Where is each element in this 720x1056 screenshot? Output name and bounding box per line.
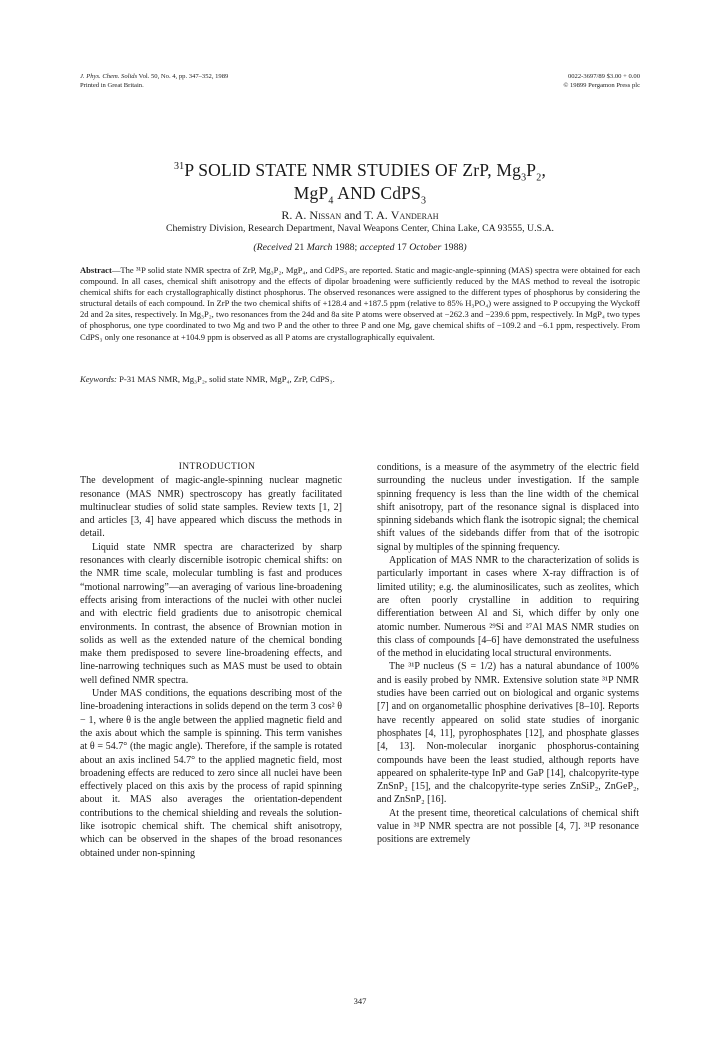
printed-line: Printed in Great Britain. [80,82,144,89]
author-1: Nissan [309,208,342,222]
title-isotope: 31 [173,161,185,173]
affiliation: Chemistry Division, Research Department, Naval Weapons Center, China Lake, CA 93555, U.S.A. [166,223,554,234]
right-column [377,461,639,847]
left-column [80,461,342,860]
author-2: Vanderah [390,208,439,222]
abstract-text: —The ³¹P solid state NMR spectra of ZrP, Mg₃P₂, MgP₄, and CdPS₃ are reported. Static and magic-angle-spinning (MAS) spectra were obtained for each compound. In all cases, chemical shift anisotropy and the effects of dipolar broadening were sufficiently reduced by the MAS method to reveal the isotropic chemical shifts for each crystallographically distinct phosphorus. The observed resonances were assigned to the different types of phosphorus by considering the structural details of each compound. In ZrP the two chemical shifts of +128.4 and +187.5 ppm (relative to 85% H₃PO₄) were assigned to P occupying the Wyckoff 2d and 2a sites, respectively. In Mg₃P₂, two resonances from the 24d and 8a site P atoms were observed at −262.3 and −239.6 ppm, respectively. In MgP₄ two types of phosphorus, one type coordinated to two Mg and two P and the other to three P and one Mg, gave chemical shifts of −109.2 and −6.1 ppm, respectively. From CdPS₃ only one resonance at +104.9 ppm is observed as all P atoms are crystallographically equivalent. [80,265,641,342]
paragraph: The ³¹P nucleus (S = 1/2) has a natural abundance of 100% and is easily probed by NMR. Extensive solution state ³¹P NMR studies have been carried out on biological and organic systems [7] and on organometallic phosphine derivatives [8–10]. Reports have recently appeared on solid state studies of inorganic phosphates [4, 11], pyrophosphates [12], and phosphate glasses [4, 13]. Non-molecular inorganic phosphorus-containing compounds have been the least studied, although reports have appeared on sphalerite-type InP and GaP [14], chalcopyrite-type ZnSnP₂ [15], and the chalcopyrite-type series ZnSiP₂, ZnGeP₂, and ZnSnP₂ [16]. [377,661,639,806]
keywords-label: Keywords: [80,374,117,384]
paragraph: The development of magic-angle-spinning nuclear magnetic resonance (MAS NMR) spectroscopy has greatly facilitated multinuclear studies of solid state samples. Review texts [1, 2] and articles [3, 4] have appeared which discuss the methods in detail. [80,475,342,540]
volume-pages: Vol. 50, No. 4, pp. 347–352, 1989 [138,73,229,80]
issn-header [563,72,640,90]
paragraph: Under MAS conditions, the equations describing most of the line-broadening interactions in solids depend on the term 3 cos² θ − 1, where θ is the angle between the applied magnetic field and the axis about which the sample is spinning. This term vanishes at θ = 54.7° (the magic angle). Therefore, if the sample is rotated about an axis inclined 54.7° to the applied magnetic field, most broadening effects are reduced to zero since all nuclei have been effectively placed on this axis by the process of rapid spinning about it. MAS also averages the orientation-dependent contributions to the chemical shielding and reveals the solution-like isotropic chemical shift. The chemical shift anisotropy, which can be observed in the shapes of the broad resonances obtained under non-spinning [80,688,342,859]
abstract [80,265,640,343]
keywords-text: P-31 MAS NMR, Mg₃P₂, solid state NMR, MgP₄, ZrP, CdPS₃. [119,374,335,384]
title-line-2: AND CdPS [337,183,422,203]
authors: R. A. Nissan and T. A. Vanderah [281,208,439,222]
paragraph: conditions, is a measure of the asymmetry of the electric field surrounding the nucleus under investigation. If the sample spinning frequency is less than the line width of the chemical shift anisotropy, part of the resonance signal is displaced into spinning sidebands which flank the isotropic signal; the chemical shift values of the sidebands differ from that of the isotropic signal by multiples of the spinning frequency. [377,462,639,553]
journal-header [80,72,228,90]
abstract-label: Abstract [80,265,112,275]
paragraph: Application of MAS NMR to the characterization of solids is particularly important in cases where X-ray diffraction is of limited utility; e.g. the aluminosilicates, such as zeolites, which are often poorly crystalline in addition to requiring differentiation between Al and Si, which differ by only one atomic number. Numerous ²⁹Si and ²⁷Al MAS NMR studies on this class of compounds [4–6] have demonstrated the usefulness of the method in elucidating local structural environments. [377,555,639,660]
received-dates: (Received 21 March 1988; accepted 17 October 1988) [253,242,467,253]
keywords [80,374,640,385]
issn: 0022-3697/89 $3.00 + 0.00 [567,73,640,80]
paper-title: $^{31}$P SOLID STATE NMR STUDIES OF ZrP, $Mg_3P_2$, MgP$_4$ AND CdPS$_3$ [173,160,547,207]
title-line-1: P SOLID STATE NMR STUDIES OF ZrP, Mg [184,160,522,180]
section-heading: INTRODUCTION [178,462,256,472]
journal-name: J. Phys. Chem. Solids [80,73,138,80]
copyright: © 19899 Pergamon Press plc [563,82,640,89]
paragraph: At the present time, theoretical calculations of chemical shift value in ³¹P NMR spectra are not possible [4, 7]. ³¹P resonance positions are extremely [377,807,639,846]
paragraph: Liquid state NMR spectra are characterized by sharp resonances with clearly discernible isotropic chemical shifts: on the NMR time scale, molecular tumbling is fast and produces “motional narrowing”—an averaging of various line-broadening effects arising from interactions of the nuclei with other nuclei and with electric field gradients due to anisotropic chemical environments. In contrast, the absence of Brownian motion in solids as well as the extended nature of the chemical bonding make them predisposed to severe line-broadening effects, and line-narrowing techniques such as MAS must be used to obtain well defined NMR spectra. [80,541,342,686]
page-number: 347 [353,996,367,1006]
